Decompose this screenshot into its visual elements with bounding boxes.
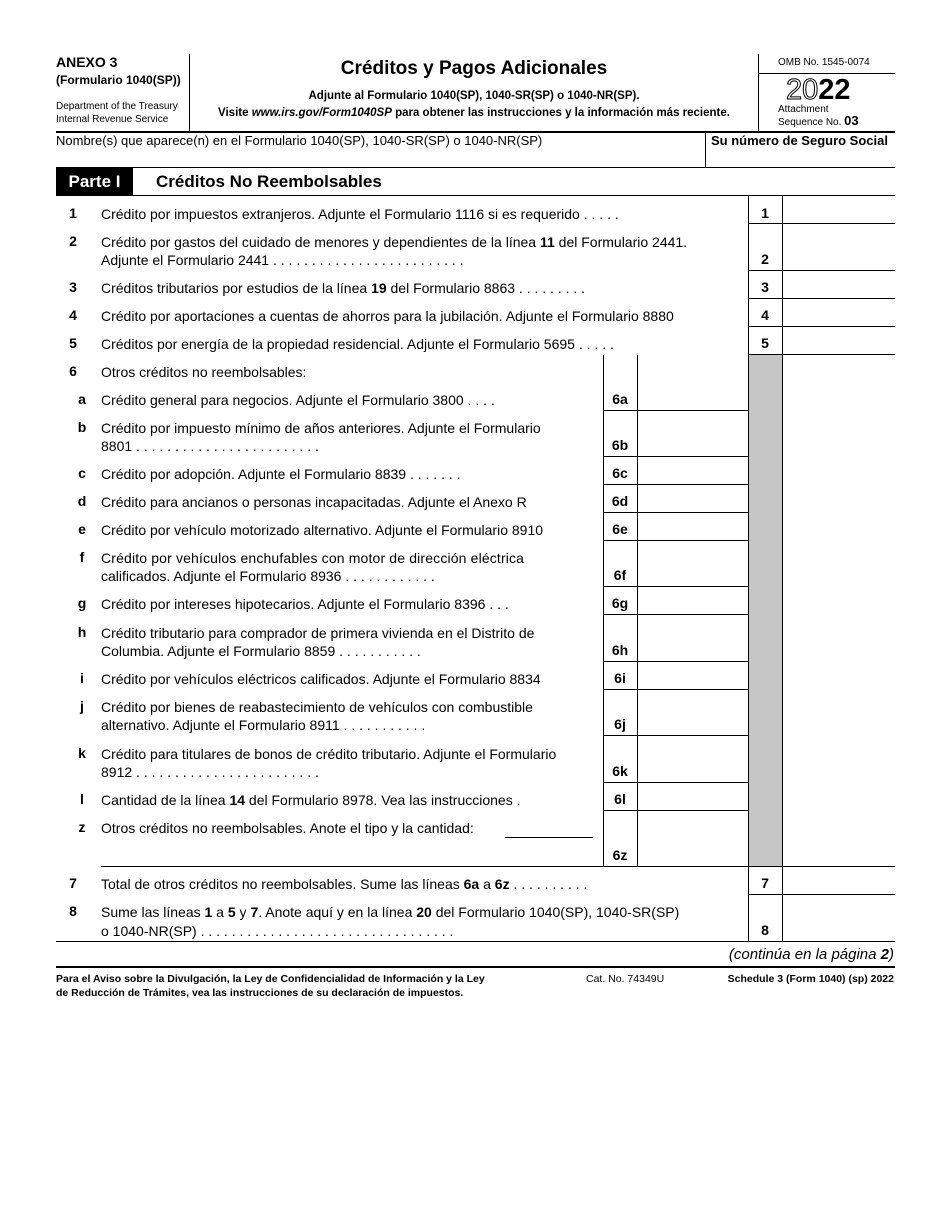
row-rule <box>603 512 749 513</box>
line-letter: z <box>78 819 86 835</box>
line-description: Total de otros créditos no reembolsables. Sume las líneas 6a a 6z . . . . . . . . . . <box>101 876 588 892</box>
line-7-amount[interactable] <box>784 871 894 891</box>
line-box-label: 1 <box>761 205 769 221</box>
line-description: Sume las líneas 1 a 5 y 7. Anote aquí y en la línea 20 del Formulario 1040(SP), 1040-SR(SP) <box>101 904 680 920</box>
schedule-name: ANEXO 3 <box>56 54 118 70</box>
line-description: Crédito por adopción. Adjunte el Formulario 8839 . . . . . . . <box>101 466 461 482</box>
row-rule <box>748 354 895 355</box>
subline-box-label: 6h <box>611 642 629 658</box>
line-5-amount[interactable] <box>784 331 894 351</box>
line-6z-amount[interactable] <box>639 843 747 863</box>
line-description: Cantidad de la línea 14 del Formulario 8978. Vea las instrucciones . <box>101 792 521 808</box>
subline-box-label: 6i <box>614 670 626 686</box>
row-rule <box>603 661 749 662</box>
line-description-cont: Columbia. Adjunte el Formulario 8859 . . . . . . . . . . . <box>101 643 421 659</box>
row-rule <box>748 894 895 895</box>
line-6c-amount[interactable] <box>639 461 747 481</box>
subline-box-label: 6a <box>612 391 628 407</box>
row-rule <box>748 223 895 224</box>
row-rule <box>603 456 749 457</box>
subline-box-label: 6k <box>612 763 628 779</box>
subline-box-label: 6c <box>612 465 628 481</box>
line-description: Crédito por vehículos enchufables con motor de dirección eléctrica <box>101 550 525 566</box>
subline-box-label: 6l <box>614 791 626 807</box>
catalog-number: Cat. No. 74349U <box>586 973 665 985</box>
line-6z-type-input[interactable] <box>505 820 593 838</box>
line-6e-amount[interactable] <box>639 517 747 537</box>
line-description: Crédito por vehículo motorizado alternativo. Adjunte el Formulario 8910 <box>101 522 544 538</box>
line-letter: a <box>78 391 86 407</box>
part-tag: Parte I <box>56 168 133 195</box>
section-bottom-rule <box>56 941 895 942</box>
row-rule <box>101 866 895 867</box>
line-8-amount[interactable] <box>784 919 894 939</box>
line-box-label: 3 <box>761 279 769 295</box>
line-6f-amount[interactable] <box>639 564 747 584</box>
row-rule <box>603 810 749 811</box>
form-title: Créditos y Pagos Adicionales <box>340 58 608 79</box>
line-letter: h <box>77 624 87 640</box>
row-rule <box>603 484 749 485</box>
visit-instruction <box>190 107 758 119</box>
line-6j-amount[interactable] <box>639 713 747 733</box>
ssn-label: Su número de Seguro Social <box>711 133 888 148</box>
line-box-label: 2 <box>761 251 769 267</box>
header-divider-right <box>758 54 759 131</box>
line-description: Otros créditos no reembolsables: <box>101 364 307 380</box>
line-6i-amount[interactable] <box>639 666 747 686</box>
line-description: Crédito para ancianos o personas incapacitadas. Adjunte el Anexo R <box>101 494 527 510</box>
omb-number: OMB No. 1545-0074 <box>778 57 870 68</box>
footer-top-rule <box>56 966 895 968</box>
line-description: Otros créditos no reembolsables. Anote el tipo y la cantidad: <box>101 820 474 836</box>
line-6k-amount[interactable] <box>639 760 747 780</box>
row-rule <box>603 410 749 411</box>
line-description-cont: Adjunte el Formulario 2441 . . . . . . . . . . . . . . . . . . . . . . . . . <box>101 252 464 268</box>
visit-prefix: Visite <box>218 107 252 119</box>
name-ssn-divider <box>705 131 706 167</box>
line-description: Crédito general para negocios. Adjunte el Formulario 3800 . . . . <box>101 392 495 408</box>
line-letter: f <box>79 549 85 565</box>
tax-year <box>786 74 851 106</box>
line-description-cont: alternativo. Adjunte el Formulario 8911 . . . . . . . . . . . <box>101 717 426 733</box>
line-letter: c <box>78 465 86 481</box>
year-bold: 22 <box>818 74 851 106</box>
row-rule <box>603 540 749 541</box>
line-box-label: 5 <box>761 335 769 351</box>
line-description: Crédito por aportaciones a cuentas de ahorros para la jubilación. Adjunte el Formulario 8880 <box>101 308 674 324</box>
subline-box-label: 6b <box>611 437 629 453</box>
taxpayer-name-input[interactable] <box>56 150 704 166</box>
line-number: 7 <box>69 875 77 891</box>
shaded-column <box>749 355 782 866</box>
line-letter: g <box>77 595 87 611</box>
part-header-rule <box>56 195 895 196</box>
subline-box-label: 6f <box>613 567 627 583</box>
row-rule <box>748 270 895 271</box>
schedule-identifier: Schedule 3 (Form 1040) (sp) 2022 <box>727 973 894 985</box>
line-description: Créditos tributarios por estudios de la línea 19 del Formulario 8863 . . . . . . . . . <box>101 280 586 296</box>
line-description: Crédito por bienes de reabastecimiento de vehículos con combustible <box>101 699 533 715</box>
line-description: Crédito por gastos del cuidado de menores y dependientes de la línea 11 del Formulario 2441. <box>101 234 688 250</box>
line-description: Crédito para titulares de bonos de crédito tributario. Adjunte el Formulario <box>101 746 557 762</box>
privacy-notice-line2: de Reducción de Trámites, vea las instrucciones de su declaración de impuestos. <box>56 987 464 999</box>
row-rule <box>748 326 895 327</box>
part-title: Créditos No Reembolsables <box>156 172 382 191</box>
line-6g-amount[interactable] <box>639 591 747 611</box>
line-letter: d <box>77 493 87 509</box>
line-letter: b <box>77 419 87 435</box>
year-outline: 20 <box>786 74 819 106</box>
line-number: 3 <box>69 279 77 295</box>
subline-box-label: 6g <box>611 595 629 611</box>
line-number: 4 <box>69 307 77 323</box>
line-description-cont: 8801 . . . . . . . . . . . . . . . . . . . . . . . . <box>101 438 319 454</box>
line-4-amount[interactable] <box>784 303 894 323</box>
line-6d-amount[interactable] <box>639 489 747 509</box>
visit-suffix: para obtener las instrucciones y la información más reciente. <box>391 107 730 119</box>
line-box-label: 7 <box>761 875 769 891</box>
line-description-cont: o 1040-NR(SP) . . . . . . . . . . . . . . . . . . . . . . . . . . . . . . . . . <box>101 923 454 939</box>
department-line: Department of the Treasury <box>56 101 178 112</box>
line-description: Crédito por intereses hipotecarios. Adjunte el Formulario 8396 . . . <box>101 596 509 612</box>
taxpayer-name-label: Nombre(s) que aparece(n) en el Formulario 1040(SP), 1040-SR(SP) o 1040-NR(SP) <box>56 133 543 148</box>
line-number: 1 <box>69 205 77 221</box>
sequence-line <box>778 114 859 129</box>
line-number: 8 <box>69 903 77 919</box>
line-description: Crédito por impuestos extranjeros. Adjunte el Formulario 1116 si es requerido . . . . . <box>101 206 619 222</box>
continues-note: (continúa en la página 2) <box>728 946 894 963</box>
irs-link[interactable]: www.irs.gov/Form1040SP <box>251 107 392 119</box>
sequence-label: Sequence No. <box>778 117 842 128</box>
line-letter: i <box>80 670 84 686</box>
line-6z-type-input-2[interactable] <box>101 846 593 864</box>
line-description-cont: 8912 . . . . . . . . . . . . . . . . . . . . . . . . <box>101 764 319 780</box>
ssn-input[interactable] <box>710 150 894 166</box>
line-letter: e <box>78 521 86 537</box>
line-number: 5 <box>69 335 77 351</box>
subline-box-label: 6e <box>612 521 628 537</box>
row-rule <box>603 586 749 587</box>
agency-line: Internal Revenue Service <box>56 114 169 125</box>
attachment-label: Attachment <box>778 104 829 115</box>
line-1-amount[interactable] <box>784 200 894 220</box>
line-3-amount[interactable] <box>784 275 894 295</box>
line-description: Crédito tributario para comprador de primera vivienda en el Distrito de <box>101 625 535 641</box>
attach-instruction: Adjunte al Formulario 1040(SP), 1040-SR(SP) o 1040-NR(SP). <box>308 90 640 102</box>
line-letter: j <box>80 698 84 714</box>
privacy-notice-line1: Para el Aviso sobre la Divulgación, la Ley de Confidencialidad de Información y la Ley <box>56 973 485 985</box>
subline-box-label: 6j <box>614 716 626 732</box>
sequence-number: 03 <box>844 113 859 128</box>
subline-box-label: 6z <box>612 847 628 863</box>
row-rule <box>603 614 749 615</box>
line-6h-amount[interactable] <box>639 639 747 659</box>
row-rule <box>603 782 749 783</box>
subbox-amount-left-border <box>637 355 638 866</box>
row-rule <box>748 298 895 299</box>
line-letter: l <box>80 791 84 807</box>
line-box-label: 8 <box>761 922 769 938</box>
line-number: 6 <box>69 363 77 379</box>
line-number: 2 <box>69 233 77 249</box>
line-2-amount[interactable] <box>784 248 894 268</box>
row-rule <box>603 735 749 736</box>
line-description: Créditos por energía de la propiedad residencial. Adjunte el Formulario 5695 . . . . . <box>101 336 614 352</box>
line-box-label: 4 <box>761 307 769 323</box>
line-6a-amount[interactable] <box>639 387 747 407</box>
subline-box-label: 6d <box>611 493 629 509</box>
line-6b-amount[interactable] <box>639 434 747 454</box>
line-6l-amount[interactable] <box>639 787 747 807</box>
line-description: Crédito por vehículos eléctricos calificados. Adjunte el Formulario 8834 <box>101 671 541 687</box>
line-description: Crédito por impuesto mínimo de años anteriores. Adjunte el Formulario <box>101 420 541 436</box>
row-rule <box>603 689 749 690</box>
form-reference: (Formulario 1040(SP)) <box>56 73 181 87</box>
line-description-cont: calificados. Adjunte el Formulario 8936 . . . . . . . . . . . . <box>101 568 435 584</box>
line-letter: k <box>78 745 86 761</box>
amount-column-left-border <box>782 196 783 942</box>
